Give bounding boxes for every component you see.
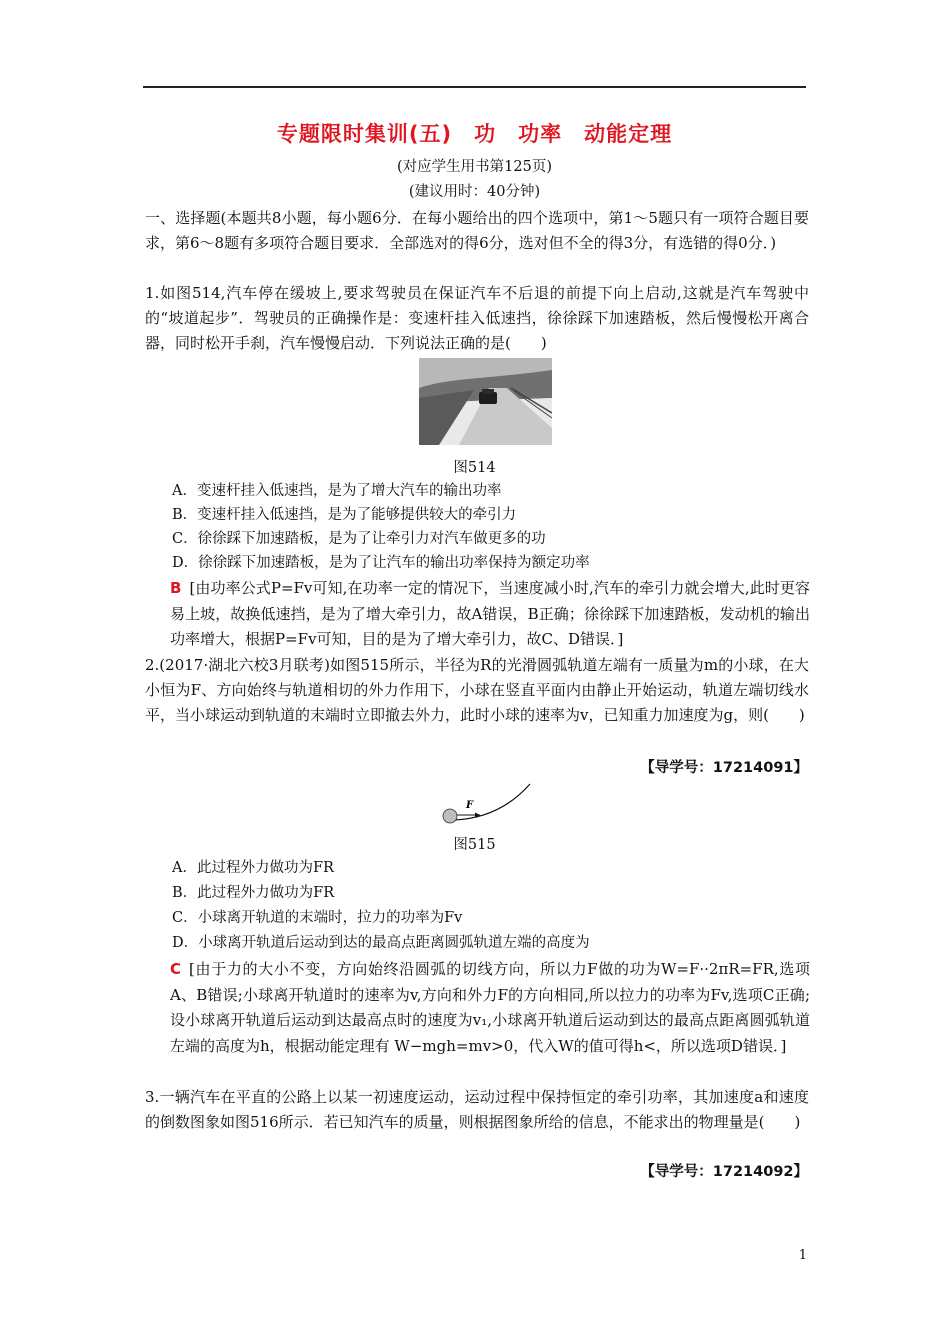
q2-guide-number: 【导学号：17214091】 [640,760,808,776]
q1-option-a: A．变速杆挂入低速挡，是为了增大汽车的输出功率 [172,483,502,499]
figure-514-caption: 图514 [453,460,496,476]
figure-514-photo [419,358,552,445]
q2-option-c: C．小球离开轨道的末端时，拉力的功率为Fv [172,910,463,926]
q2-option-b: B．此过程外力做功为FR [172,885,335,901]
q1-option-d: D．徐徐踩下加速踏板，是为了让汽车的输出功率保持为额定功率 [172,555,590,571]
figure-515-caption: 图515 [453,837,496,853]
q1-answer-letter: B [170,579,182,597]
q2-answer [170,957,810,1059]
q1-answer-explanation: [由功率公式P=Fv可知,在功率一定的情况下，当速度减小时,汽车的牵引力就会增大,此时更容易上坡，故换低速挡，是为了增大牵引力，故A错误，B正确；徐徐踩下加速踏板，发动机的输出功率增大，根据P=Fv可知，目的是为了增大牵引力，故C、D错误．] [170,579,810,648]
q2-option-d: D．小球离开轨道后运动到达的最高点距离圆弧轨道左端的高度为 [172,935,590,951]
q3-guide-number: 【导学号：17214092】 [640,1164,808,1180]
section-instructions: 一、选择题(本题共8小题，每小题6分．在每小题给出的四个选项中，第1～5题只有一项符合题目要求，第6～8题有多项符合题目要求．全部选对的得6分，选对但不全的得3分，有选错的得0分．) [145,209,809,252]
road-photo-illustration [419,358,552,445]
page-title: 专题限时集训(五) 功 功率 动能定理 [276,122,673,146]
q1-option-c: C．徐徐踩下加速踏板，是为了让牵引力对汽车做更多的功 [172,531,546,547]
page-number: 1 [798,1248,807,1263]
textbook-reference: (对应学生用书第125页) [397,159,552,175]
suggested-time: (建议用时：40分钟) [408,184,541,200]
force-label: F [466,800,474,811]
q2-option-a: A．此过程外力做功为FR [172,860,334,876]
arc-track-illustration [440,782,532,828]
figure-515-diagram [440,782,532,828]
question-3-stem: 3.一辆汽车在平直的公路上以某一初速度运动，运动过程中保持恒定的牵引功率，其加速度a和速度的倒数图象如图516所示．若已知汽车的质量，则根据图象所给的信息，不能求出的物理量是( ) [145,1088,809,1131]
question-2-stem: 2.(2017·湖北六校3月联考)如图515所示，半径为R的光滑圆弧轨道左端有一质量为m的小球，在大小恒为F、方向始终与轨道相切的外力作用下，小球在竖直平面内由静止开始运动，轨道左端切线水平，当小球运动到轨道的末端时立即撤去外力，此时小球的速率为v，已知重力加速度为g，则( ) [145,656,809,724]
top-rule [143,86,806,88]
q2-answer-letter: C [170,960,182,978]
question-1-stem: 1.如图514,汽车停在缓坡上,要求驾驶员在保证汽车不后退的前提下向上启动,这就是汽车驾驶中的“坡道起步”．驾驶员的正确操作是：变速杆挂入低速挡，徐徐踩下加速踏板，然后慢慢松开离合器，同时松开手刹，汽车慢慢启动．下列说法正确的是( ) [145,284,809,352]
q1-answer [170,576,810,653]
q1-option-b: B．变速杆挂入低速挡，是为了能够提供较大的牵引力 [172,507,517,523]
q2-answer-explanation: [由于力的大小不变，方向始终沿圆弧的切线方向，所以力F做的功为W=F··2πR=FR,选项A、B错误;小球离开轨道时的速率为v,方向和外力F的方向相同,所以拉力的功率为Fv,选项C正确;设小球离开轨道后运动到达最高点时的速度为v₁,小球离开轨道后运动到达的最高点距离圆弧轨道左端的高度为h，根据动能定理有 W−mgh=mv>0，代入W的值可得h<，所以选项D错误．] [170,960,810,1055]
